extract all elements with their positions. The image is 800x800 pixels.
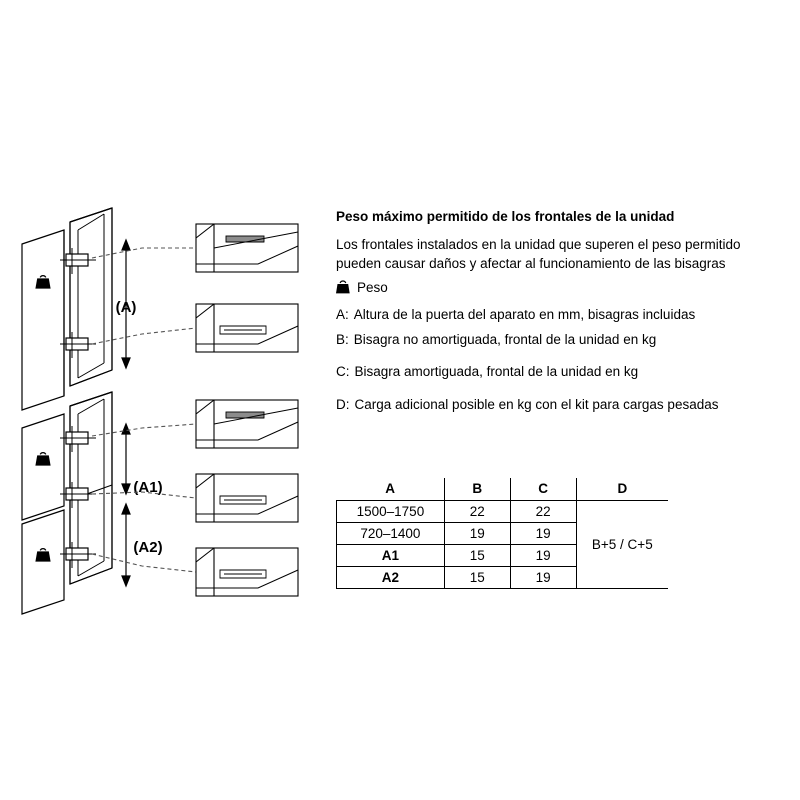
table-row [337, 500, 669, 522]
cell-b: 15 [444, 566, 510, 588]
table-header-d: D [576, 478, 668, 500]
cell-c: 19 [510, 566, 576, 588]
specs-table-wrap [336, 478, 668, 589]
cell-b: 15 [444, 544, 510, 566]
legend-label: A: [336, 307, 349, 323]
legend-item-weight [336, 279, 788, 300]
double-door-unit [22, 392, 112, 614]
dimension-arrow-a2 [122, 504, 130, 586]
section-paragraph: Los frontales instalados en la unidad que superen el peso permitido pueden causar daños y afectar al funcionamiento de las bisagras [336, 237, 741, 271]
cell-b: 22 [444, 500, 510, 522]
cell-c: 19 [510, 522, 576, 544]
cell-c: 19 [510, 544, 576, 566]
table-header-c: C [510, 478, 576, 500]
cell-c: 22 [510, 500, 576, 522]
cell-a: 720–1400 [337, 522, 445, 544]
label-single-door: (A) [115, 299, 137, 316]
cell-a: A2 [337, 566, 445, 588]
table-header-b: B [444, 478, 510, 500]
legend-text: Carga adicional posible en kg con el kit para cargas pesadas [354, 396, 719, 412]
label-upper-door: (A1) [133, 479, 163, 496]
detail-hinge-bottom-2 [196, 474, 298, 522]
cell-b: 19 [444, 522, 510, 544]
legend-text: Bisagra amortiguada, frontal de la unidad en kg [354, 364, 639, 380]
dimension-arrow-a1 [122, 424, 130, 494]
detail-hinge-top-2 [196, 304, 298, 352]
legend-label: D: [336, 396, 350, 412]
detail-hinge-top-1 [196, 224, 298, 272]
legend-item-b [336, 331, 788, 350]
appliance-diagram-svg [8, 200, 318, 620]
legend-text: Peso [357, 280, 388, 296]
weight-icon [336, 280, 351, 301]
legend-label: C: [336, 364, 350, 380]
section-heading: Peso máximo permitido de los frontales de la unidad [336, 209, 675, 224]
legend-label: B: [336, 331, 349, 347]
legend-item-c [336, 363, 788, 382]
label-lower-door: (A2) [133, 539, 163, 556]
table-header-a: A [337, 478, 445, 500]
table-header-row [337, 478, 669, 500]
appliance-diagram [8, 200, 318, 620]
legend-item-a [336, 306, 788, 325]
legend-text: Bisagra no amortiguada, frontal de la unidad en kg [353, 331, 657, 347]
detail-hinge-bottom-3 [196, 548, 298, 596]
specs-table [336, 478, 668, 589]
cell-a: A1 [337, 544, 445, 566]
cell-d-merged: B+5 / C+5 [576, 500, 668, 588]
detail-hinge-bottom-1 [196, 400, 298, 448]
legend-text: Altura de la puerta del aparato en mm, bisagras incluidas [353, 307, 696, 323]
text-column [336, 208, 788, 421]
legend-item-d [336, 396, 788, 415]
single-door-unit [22, 208, 112, 410]
cell-a: 1500–1750 [337, 500, 445, 522]
